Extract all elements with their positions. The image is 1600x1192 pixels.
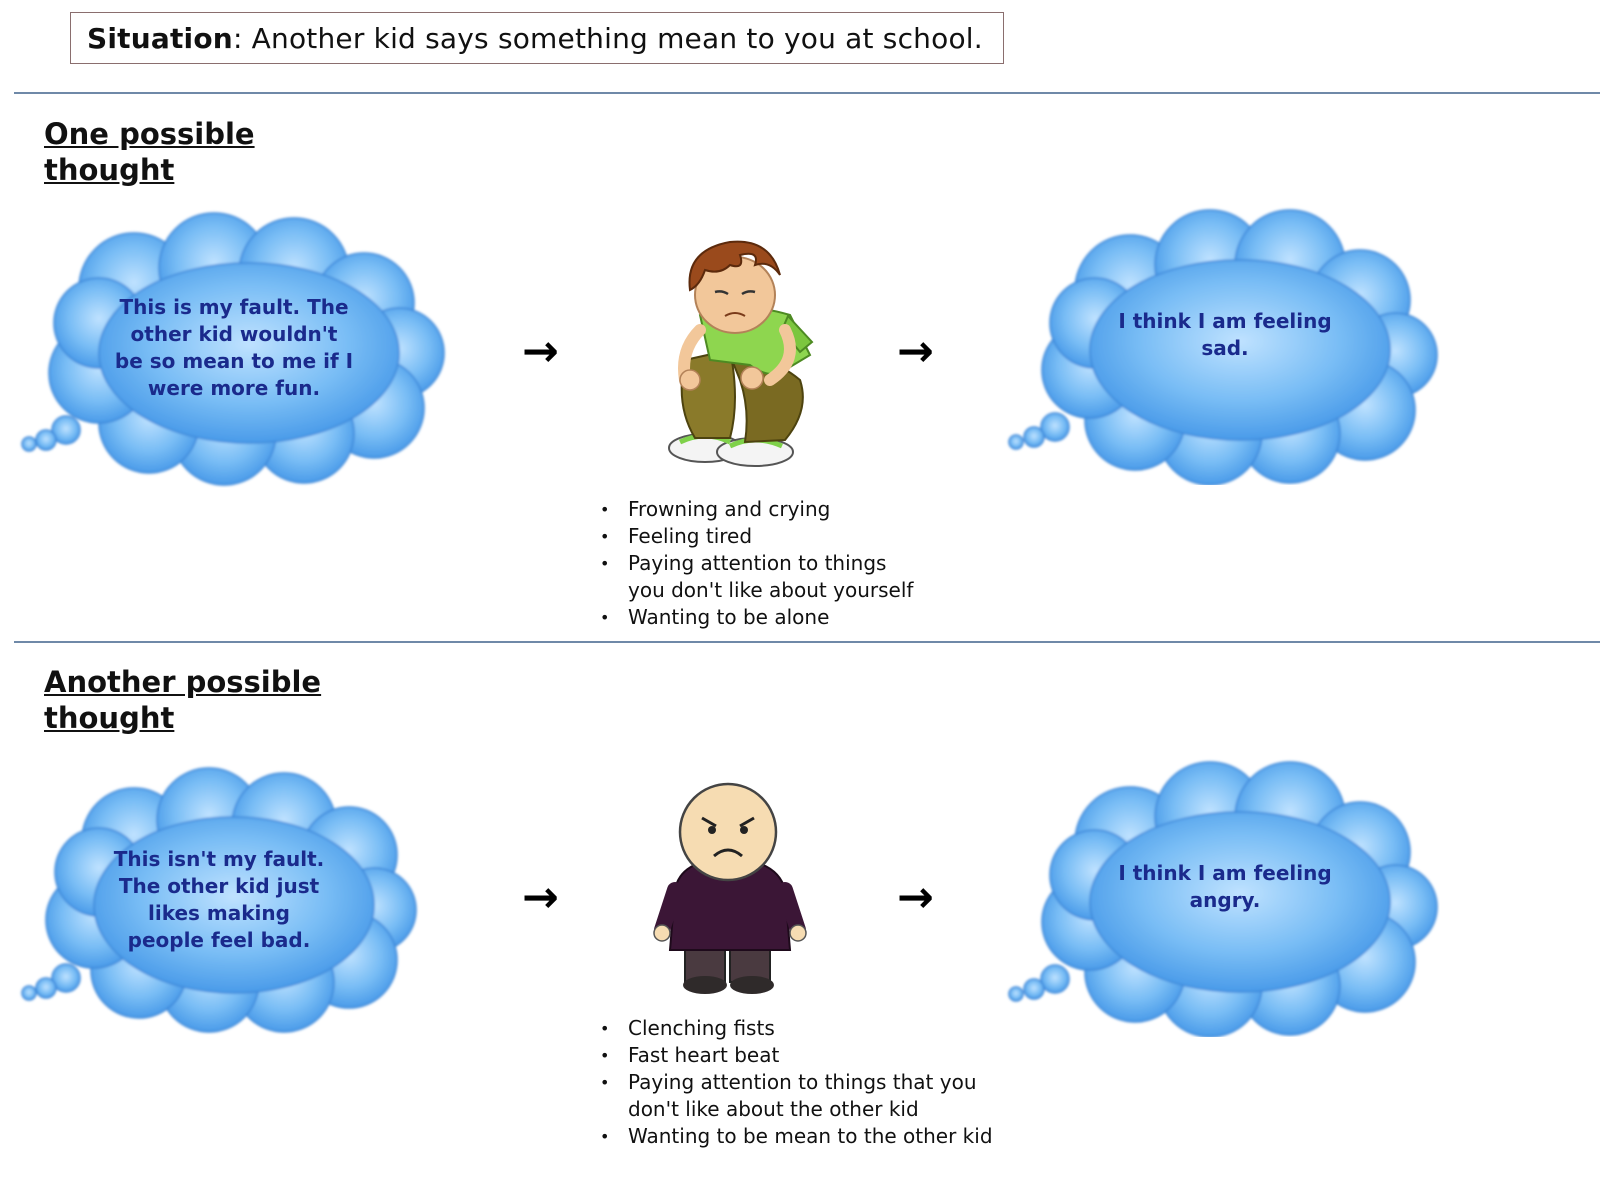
bullet-item: • Wanting to be alone bbox=[598, 604, 928, 631]
arrow-1a-icon: → bbox=[522, 326, 559, 377]
divider-middle bbox=[14, 641, 1600, 643]
feeling-cloud-2-text: I think I am feeling angry. bbox=[1118, 861, 1332, 912]
feeling-cloud-2 bbox=[1000, 757, 1440, 1037]
thought-cloud-2 bbox=[14, 760, 424, 1035]
bullet-item: • Fast heart beat bbox=[598, 1042, 1028, 1069]
bullets-list-2 bbox=[598, 1015, 1028, 1150]
situation-box bbox=[70, 12, 1004, 64]
bullet-item: • Frowning and crying bbox=[598, 496, 928, 523]
angry-kid-icon bbox=[650, 780, 820, 1005]
section-heading-2-line2: thought bbox=[44, 701, 175, 735]
arrow-2b-icon: → bbox=[897, 872, 934, 923]
section-heading-2 bbox=[44, 664, 364, 736]
divider-top bbox=[14, 92, 1600, 94]
bullet-item: • Wanting to be mean to the other kid bbox=[598, 1123, 1028, 1150]
bullets-list-1 bbox=[598, 496, 928, 631]
arrow-2a-icon: → bbox=[522, 872, 559, 923]
feeling-cloud-1 bbox=[1000, 205, 1440, 485]
thought-cloud-2-text: This isn't my fault. The other kid just likes making people feel bad. bbox=[113, 847, 325, 952]
feeling-cloud-1-text: I think I am feeling sad. bbox=[1118, 309, 1332, 360]
bullet-item: • Clenching fists bbox=[598, 1015, 1028, 1042]
section-heading-1 bbox=[44, 116, 364, 188]
bullet-item: • Paying attention to things you don't like about yourself bbox=[598, 550, 928, 604]
sad-kid-icon bbox=[660, 230, 830, 475]
situation-text: : Another kid says something mean to you at school. bbox=[232, 21, 983, 55]
bullet-item: • Paying attention to things that you don't like about the other kid bbox=[598, 1069, 1028, 1123]
arrow-1b-icon: → bbox=[897, 326, 934, 377]
thought-cloud-1 bbox=[14, 208, 454, 488]
sad-kid-figure bbox=[660, 230, 830, 475]
section-heading-1-line2: thought bbox=[44, 153, 175, 187]
angry-kid-figure bbox=[650, 780, 820, 1005]
thought-cloud-1-text: This is my fault. The other kid wouldn't be so mean to me if I were more fun. bbox=[114, 295, 354, 400]
bullet-item: • Feeling tired bbox=[598, 523, 928, 550]
section-heading-1-line1: One possible bbox=[44, 117, 255, 151]
situation-label: Situation bbox=[87, 21, 233, 55]
section-heading-2-line1: Another possible bbox=[44, 665, 322, 699]
